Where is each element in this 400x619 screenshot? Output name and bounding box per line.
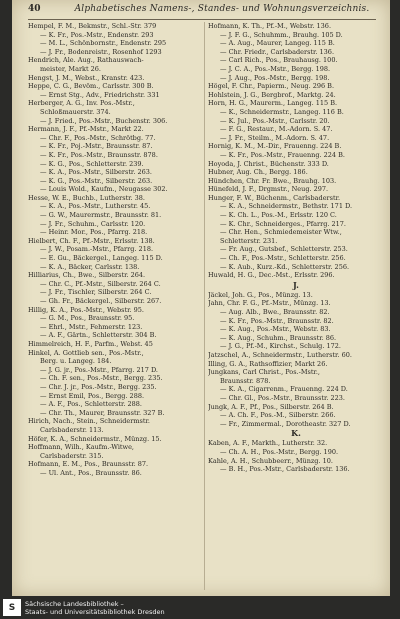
directory-entry-line: — Heinr. Mor., Pos., Pfarrg. 218. [40,228,148,237]
directory-entry-line: — K. Aug., Schuhm., Braunsstr. 86. [220,333,337,342]
directory-entry-line: — K. Fr., Pos.-Mstr., Braunsstr. 878. [40,150,158,159]
directory-entry-line: Hinkel, A. Gottlieb sen., Pos.-Mstr., [28,348,144,357]
directory-page [12,0,390,596]
directory-entry-line: — Fr., Zimmermal., Dorotheastr. 327 D. [220,419,351,428]
directory-entry-line: Herberger, A. G., Inv. Pos.-Mstr., [28,99,135,108]
directory-entry-line: — J. Fr., Schuhm., Carlsstr. 120. [40,219,146,228]
directory-entry-line: — A. Aug., Maurer, Langeg. 115 B. [220,39,335,48]
directory-entry-line: — G. M., Pos., Braunsstr. 95. [40,314,135,323]
directory-entry-line: — Chr. C., Pf.-Mstr., Silberstr. 264 C. [40,279,161,288]
directory-entry-line: — F. G., Restaur., M.-Adorn. S. 47. [220,125,333,134]
directory-entry-line: — K. Aug., Pos.-Mstr., Webstr. 83. [220,325,331,334]
directory-entry-line: Hoyoda, J. Christ., Büchenstr. 333 D. [208,159,329,168]
directory-entry-line: — Aug. Alb., Bwe., Braunsstr. 82. [220,308,330,316]
directory-entry-line: Hohlstein, J. G., Bergbrof., Marktg. 24. [208,90,336,99]
directory-entry-line: — Ch. F. sen., Pos.-Mstr., Bergg. 235. [40,374,163,383]
page-number: 40 [28,4,41,14]
directory-entry-line: Hofmann, K. Th., Pf.-M., Webstr. 136. [208,22,332,30]
directory-entry-line: Jatzschel, A., Schneidermstr., Lutherstr. 60. [208,350,352,359]
directory-entry-line: — K. A., Pos.-Mstr., Lutherstr. 45. [40,202,151,211]
directory-entry-line: — A. F., Pos., Schletterstr. 288. [40,400,142,409]
directory-entry-line: — Louis Wold., Kaufm., Neugasse 302. [40,185,168,194]
directory-entry-line: — K. Ch. L., Pos.-M., Erlsstr. 120 C. [220,211,337,220]
directory-entry-line: — K. Fr., Pos.-Mstr., Endenstr. 293 [40,30,154,39]
directory-entry-line: — K. Chr., Schneiderges., Pfarrg. 217. [220,219,346,228]
directory-entry-line: Jungkans, Carl Christ., Pos.-Mstr., [208,368,320,377]
directory-entry-line: — J. G., Pf.-M., Kirchst., Schulg. 172. [220,342,341,351]
directory-entry-line: — K. A., Bäcker, Carlsstr. 138. [40,262,140,271]
directory-entry-line: Hempel, F. M., Bekmstr., Schl.-Str. 379 [28,22,157,30]
library-logo-icon[interactable]: S [3,599,21,616]
directory-entry-line: Huwald, H. G., Dec.-Mst., Erlsstr. 296. [208,271,335,280]
directory-entry-line: Hilliarius, Ch., Bwe., Silberstr. 264. [28,271,146,280]
directory-entry-line: Schletterstr. 231. [220,236,278,245]
library-name-line2: Staats- und Universitätsbibliothek Dresden [25,608,165,616]
directory-entry-line: — Chr. Friedr., Carlsbaderstr. 136. [220,47,335,56]
directory-entry-line: Hirich, Nach., Stein., Schneidermstr. [28,417,150,426]
directory-entry-line: Braunsstr. 878. [220,376,271,385]
right-column [208,22,384,474]
directory-entry-line: — Fr. Aug., Gutsbef., Schletterstr. 253. [220,245,348,254]
directory-entry-line: — J. Fried., Pos.-Mstr., Buchenstr. 306. [40,116,168,125]
directory-entry-line: Kaben, A. F., Markth., Lutherstr. 32. [208,439,328,448]
directory-entry-line: Hermann, J. F., Pf.-Mstr., Markt 22. [28,125,144,134]
directory-entry-line: Hengst, J. M., Webst., Kranstr. 423. [28,73,145,82]
directory-entry-line: — K. Aub., Kurz.-Kd., Schletterstr. 256. [220,262,350,271]
section-letter-heading: J. [293,279,299,290]
directory-entry-line: — A. F., Gärtn., Schletterstr. 304 B. [40,331,157,340]
directory-entry-line: — J. Fr., Steilm., M.-Adorn. S. 47. [220,133,330,142]
column-divider [204,22,205,590]
directory-entry-line: — J. F. G., Schuhmm., Brauhg. 105 D. [220,30,343,39]
directory-entry-line: — Chr. Gl., Pos.-Mstr., Braunsstr. 223. [220,393,345,402]
directory-entry-line: Hubner, Aug. Ch., Bergg. 186. [208,168,308,177]
directory-entry-line: Heppe, C. G., Bevöm., Carlsstr. 300 B. [28,82,154,91]
directory-entry-line: — J. G. jr., Pos.-Mstr., Pfarrg. 217 D. [40,365,158,374]
directory-entry-line: Carlsbaderstr. 113. [40,425,104,434]
directory-entry-line: — J. W., Posam.-Mstr., Pfarrg. 218. [40,245,154,254]
directory-entry-line: Jahn, Chr. F. G., Pf.-Mstr., Münzg. 13. [208,299,331,308]
directory-entry-line: Kahle, A. H., Schubbeerr., Münzg. 10. [208,456,333,465]
directory-entry-line: Högel, F. Chr., Papierm., Neug. 296 B. [208,82,335,91]
directory-entry-line: Jäckel, Joh. G., Pos., Münzg. 13. [208,290,313,299]
directory-entry-line: — K. Jul., Pos.-Mstr., Carlsstr. 20. [220,116,330,125]
library-footer [0,596,400,619]
directory-entry-line: Berg. u. Langeg. 184. [40,357,112,366]
directory-entry-line: Jungk, A. F., Pf., Pos., Silberstr. 264 B. [208,402,334,411]
directory-entry-line: — Chr. Th., Maurer, Braunsstr. 327 B. [40,408,165,417]
directory-entry-line: — A. Ch. F., Pos.-M., Silberstr. 266. [220,411,336,420]
left-column [28,22,204,477]
directory-entry-line: — K. Fr., Pos.-Mstr., Braunsstr. 82. [220,316,334,325]
directory-entry-line: Hündchen, Chr. Fr. Bwe., Brauhg. 103. [208,176,337,185]
directory-entry-line: — K. A., Schneidermstr., Bethstr. 171 D. [220,202,353,211]
directory-entry-line: — K. Fr., Poj.-Mstr., Braunsstr. 87. [40,142,153,151]
directory-entry-line: — K. Fr., Pos.-Mstr., Frauenng. 224 B. [220,150,345,159]
directory-entry-line: — K. G., Pos.-Mstr., Silberstr. 263. [40,176,153,185]
directory-entry-line: — Ch. F., Pos.-Mstr., Schletterstr. 256. [220,254,346,263]
directory-entry-line: — Chr. J. jr., Pos.-Mstr., Bergg. 235. [40,382,157,391]
directory-entry-line: — J. C. A., Pos.-Mstr., Bergg. 198. [220,64,331,73]
directory-entry-line: Hoffmann, Wilh., Kaufm.-Witwe, [28,443,134,452]
directory-entry-line: Höfer, K. A., Schneidermstr., Münzg. 15. [28,434,162,443]
directory-entry-line: — K. A., Cigarrenm., Frauenng. 224 D. [220,385,348,394]
directory-entry-line: — J. Fr., Tischler, Silberstr. 264 C. [40,288,152,297]
directory-entry-line: Hunger, F. W., Büchenm., Carlsbaderstr. [208,193,341,202]
directory-entry-line: Hesse, W. E., Buchb., Lutherstr. 38. [28,193,145,202]
directory-entry-line: Hünefeld, J. F., Drgmstr., Neug. 297. [208,185,329,194]
header-rule [28,19,376,20]
directory-entry-line: — Ch. A. H., Pos.-Mstr., Bergg. 190. [220,447,339,456]
directory-entry-line: Hofmann, E. M., Pos., Braunsstr. 87. [28,460,149,469]
directory-entry-line: — B. H., Pos.-Mstr., Carlsbaderstr. 136. [220,465,350,474]
directory-entry-line: — K., Schneidermstr., Langeg. 116 B. [220,107,344,116]
page-header [28,4,376,18]
directory-entry-line: Hillig, K. A., Pos.-Mstr., Webstr. 95. [28,305,144,314]
directory-entry-line: — Ehrl., Mstr., Fehmerstr. 123. [40,322,143,331]
directory-entry-line: — Carl Rich., Pos., Brauhausg. 100. [220,56,338,65]
directory-entry-line: — J. Fr., Bodenreistr., Rosenhof 1293 [40,47,162,56]
directory-entry-line: — Ernst Emil, Pos., Bergg. 288. [40,391,145,400]
directory-entry-line: — J. Aug., Pos.-Mstr., Bergg. 198. [220,73,330,82]
directory-entry-line: meister, Markt 26. [40,64,102,73]
directory-entry-line: — E. Gu., Bäckergel., Langeg. 115 D. [40,254,163,263]
directory-entry-line: Illing, G. A., Rathsoffizier, Markt 26. [208,359,328,368]
directory-entry-line: Himmelreich, H. F., Parfm., Webst. 45 [28,339,153,348]
running-title: Alphabetisches Namens-, Standes- und Wohnungsverzeichnis. [74,4,370,14]
directory-entry-line: — Chr. Hen., Schmiedemeister Wtw., [220,228,342,237]
directory-entry-line: Carlsbaderstr. 315. [40,451,104,460]
directory-entry-line: — K. G., Pos., Schletterstr. 239. [40,159,144,168]
directory-entry-line: — Ul. Ant., Pos., Braunsstr. 86. [40,468,142,477]
directory-entry-line: — M. L., Schönbornstr., Endenstr. 295 [40,39,167,48]
directory-entry-line: Schloßmauerstr. 374. [40,107,111,116]
directory-entry-line: Horn, H. G., Maurerm., Langeg. 115 B. [208,99,338,108]
directory-entry-line: — Ernst Stg., Adv., Friedrichstr. 331 [40,90,160,99]
directory-entry-line: — Chr. F., Pos.-Mstr., Schrötbg. 77. [40,133,156,142]
directory-entry-line: Hendrich, Ale. Aug., Rathauswach- [28,56,144,65]
directory-entry-line: Hornig, K. M., M.-Dir., Frauenng. 224 B. [208,142,342,151]
directory-entry-line: — K. A., Pos.-Mstr., Silberstr. 263. [40,168,152,177]
directory-entry-line: — Gh. Fr., Bäckergel., Silberstr. 267. [40,297,162,305]
library-name-line1: Sächsische Landesbibliothek – [25,600,124,608]
section-letter-heading: K. [291,428,301,439]
directory-entry-line: Hielbert, Ch. F., Pf.-Mstr., Erlsstr. 138. [28,236,155,245]
directory-entry-line: — G. W., Maurermstr., Braunsstr. 81. [40,211,162,220]
